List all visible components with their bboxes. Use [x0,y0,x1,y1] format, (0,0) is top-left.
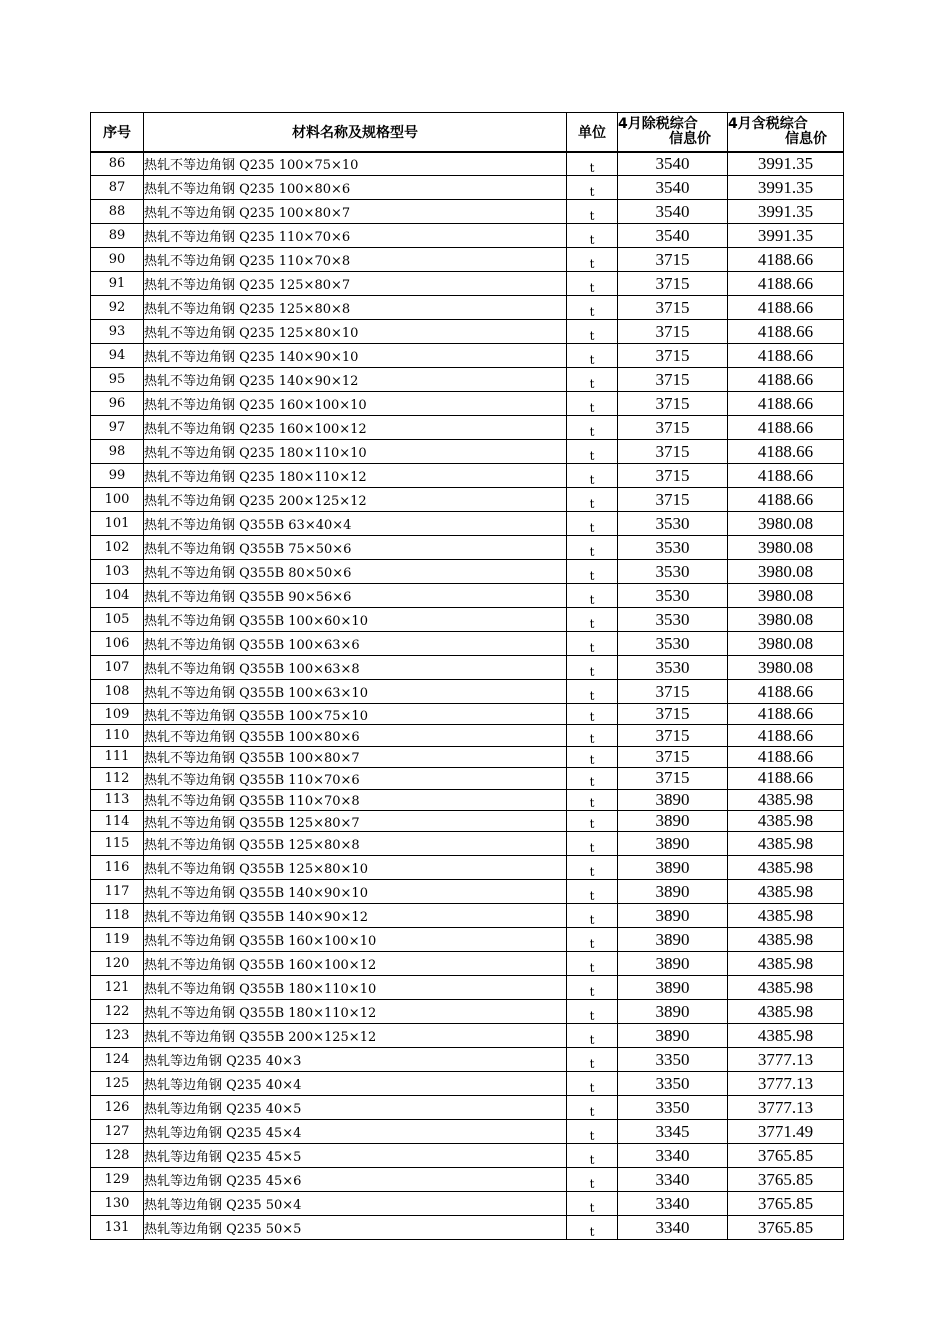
material-name: 热轧等边角钢 Q235 40×5 [144,1096,567,1120]
price-ex-tax-cell: 3350 [618,1048,728,1072]
unit-cell: t [567,1144,618,1168]
price-ex-tax-cell: 3890 [618,976,728,1000]
material-name: 热轧不等边角钢 Q355B 90×56×6 [144,584,567,608]
material-name: 热轧不等边角钢 Q355B 110×70×8 [144,789,567,810]
row-number: 118 [91,904,144,928]
unit-cell: t [567,928,618,952]
price-in-tax-cell: 4188.66 [728,488,844,512]
material-name: 热轧不等边角钢 Q355B 75×50×6 [144,536,567,560]
table-body [91,152,844,1240]
price-in-tax-cell: 4385.98 [728,832,844,856]
material-name: 热轧不等边角钢 Q355B 160×100×10 [144,928,567,952]
material-name: 热轧不等边角钢 Q235 110×70×8 [144,248,567,272]
unit-cell: t [567,392,618,416]
price-in-tax-cell: 4385.98 [728,880,844,904]
row-number: 116 [91,856,144,880]
row-number: 95 [91,368,144,392]
price-in-tax-cell: 3991.35 [728,200,844,224]
row-number: 122 [91,1000,144,1024]
unit-cell: t [567,1216,618,1240]
price-in-tax-cell: 3765.85 [728,1144,844,1168]
price-in-tax-cell: 4188.66 [728,725,844,746]
material-name: 热轧不等边角钢 Q355B 100×80×6 [144,725,567,746]
row-number: 102 [91,536,144,560]
unit-cell: t [567,536,618,560]
price-in-tax-cell: 4188.66 [728,416,844,440]
table-row [91,880,844,904]
price-ex-tax-cell: 3540 [618,152,728,176]
price-ex-tax-cell: 3540 [618,176,728,200]
row-number: 104 [91,584,144,608]
material-name: 热轧不等边角钢 Q355B 100×60×10 [144,608,567,632]
unit-cell: t [567,680,618,704]
row-number: 98 [91,440,144,464]
table-row [91,704,844,725]
table-row [91,725,844,746]
unit-cell: t [567,368,618,392]
table-row [91,512,844,536]
header-price-in-line1: 4月含税综合 [728,115,808,132]
material-name: 热轧不等边角钢 Q355B 63×40×4 [144,512,567,536]
material-name: 热轧不等边角钢 Q355B 140×90×12 [144,904,567,928]
table-row [91,976,844,1000]
price-in-tax-cell: 3980.08 [728,608,844,632]
material-name: 热轧等边角钢 Q235 45×4 [144,1120,567,1144]
price-ex-tax-cell: 3715 [618,725,728,746]
row-number: 88 [91,200,144,224]
unit-cell: t [567,704,618,725]
table-row [91,952,844,976]
row-number: 110 [91,725,144,746]
unit-cell: t [567,248,618,272]
row-number: 128 [91,1144,144,1168]
price-in-tax-cell: 3771.49 [728,1120,844,1144]
material-name: 热轧等边角钢 Q235 45×5 [144,1144,567,1168]
price-in-tax-cell: 4188.66 [728,768,844,789]
table-row [91,656,844,680]
table-row [91,248,844,272]
unit-cell: t [567,1024,618,1048]
row-number: 107 [91,656,144,680]
material-name: 热轧等边角钢 Q235 50×5 [144,1216,567,1240]
price-table [90,112,844,1240]
price-ex-tax-cell: 3340 [618,1168,728,1192]
price-ex-tax-cell: 3715 [618,344,728,368]
material-name: 热轧不等边角钢 Q235 160×100×10 [144,392,567,416]
row-number: 97 [91,416,144,440]
material-name: 热轧不等边角钢 Q235 125×80×7 [144,272,567,296]
price-ex-tax-cell: 3715 [618,440,728,464]
price-in-tax-cell: 3980.08 [728,584,844,608]
unit-cell: t [567,440,618,464]
table-row [91,1072,844,1096]
price-ex-tax-cell: 3890 [618,832,728,856]
price-ex-tax-cell: 3530 [618,560,728,584]
table-header [91,113,844,152]
unit-cell: t [567,272,618,296]
material-name: 热轧不等边角钢 Q235 100×75×10 [144,152,567,176]
price-in-tax-cell: 3777.13 [728,1048,844,1072]
table-row [91,1192,844,1216]
material-name: 热轧不等边角钢 Q235 200×125×12 [144,488,567,512]
unit-cell: t [567,976,618,1000]
price-ex-tax-cell: 3530 [618,608,728,632]
header-price-ex-line1: 4月除税综合 [618,115,698,132]
price-ex-tax-cell: 3890 [618,1024,728,1048]
material-name: 热轧不等边角钢 Q355B 110×70×6 [144,768,567,789]
row-number: 106 [91,632,144,656]
price-ex-tax-cell: 3715 [618,320,728,344]
price-in-tax-cell: 4188.66 [728,248,844,272]
price-in-tax-cell: 3777.13 [728,1072,844,1096]
price-in-tax-cell: 4188.66 [728,464,844,488]
row-number: 108 [91,680,144,704]
material-name: 热轧不等边角钢 Q235 140×90×10 [144,344,567,368]
material-name: 热轧不等边角钢 Q355B 125×80×10 [144,856,567,880]
row-number: 127 [91,1120,144,1144]
price-in-tax-cell: 3765.85 [728,1192,844,1216]
price-ex-tax-cell: 3715 [618,368,728,392]
unit-cell: t [567,725,618,746]
row-number: 103 [91,560,144,584]
unit-cell: t [567,1192,618,1216]
price-ex-tax-cell: 3540 [618,200,728,224]
table-row [91,584,844,608]
row-number: 99 [91,464,144,488]
table-row [91,1216,844,1240]
price-in-tax-cell: 4188.66 [728,344,844,368]
unit-cell: t [567,880,618,904]
material-name: 热轧不等边角钢 Q355B 180×110×12 [144,1000,567,1024]
price-ex-tax-cell: 3715 [618,248,728,272]
price-ex-tax-cell: 3350 [618,1072,728,1096]
row-number: 120 [91,952,144,976]
price-in-tax-cell: 4385.98 [728,789,844,810]
price-ex-tax-cell: 3890 [618,856,728,880]
header-row [91,113,844,152]
table-row [91,488,844,512]
price-in-tax-cell: 4385.98 [728,1000,844,1024]
price-in-tax-cell: 4188.66 [728,320,844,344]
header-name: 材料名称及规格型号 [144,113,567,152]
price-ex-tax-cell: 3890 [618,789,728,810]
unit-cell: t [567,952,618,976]
price-ex-tax-cell: 3715 [618,416,728,440]
material-name: 热轧不等边角钢 Q355B 180×110×10 [144,976,567,1000]
unit-cell: t [567,296,618,320]
row-number: 129 [91,1168,144,1192]
row-number: 126 [91,1096,144,1120]
row-number: 113 [91,789,144,810]
table-row [91,768,844,789]
price-in-tax-cell: 3991.35 [728,176,844,200]
table-row [91,344,844,368]
row-number: 123 [91,1024,144,1048]
price-in-tax-cell: 4188.66 [728,704,844,725]
price-ex-tax-cell: 3345 [618,1120,728,1144]
unit-cell: t [567,1072,618,1096]
material-name: 热轧不等边角钢 Q235 180×110×10 [144,440,567,464]
material-name: 热轧不等边角钢 Q235 160×100×12 [144,416,567,440]
price-in-tax-cell: 3980.08 [728,560,844,584]
material-name: 热轧不等边角钢 Q355B 125×80×8 [144,832,567,856]
table-row [91,200,844,224]
material-name: 热轧不等边角钢 Q235 100×80×7 [144,200,567,224]
unit-cell: t [567,656,618,680]
header-price-ex-line2: 信息价 [669,130,711,147]
material-name: 热轧不等边角钢 Q235 125×80×8 [144,296,567,320]
material-name: 热轧不等边角钢 Q235 140×90×12 [144,368,567,392]
row-number: 130 [91,1192,144,1216]
unit-cell: t [567,464,618,488]
table-row [91,416,844,440]
table-row [91,152,844,176]
unit-cell: t [567,200,618,224]
table-row [91,680,844,704]
row-number: 119 [91,928,144,952]
price-in-tax-cell: 4188.66 [728,272,844,296]
price-in-tax-cell: 4385.98 [728,810,844,831]
unit-cell: t [567,1000,618,1024]
unit-cell: t [567,1096,618,1120]
material-name: 热轧不等边角钢 Q355B 100×80×7 [144,746,567,767]
unit-cell: t [567,789,618,810]
price-ex-tax-cell: 3890 [618,880,728,904]
material-name: 热轧不等边角钢 Q355B 100×63×8 [144,656,567,680]
price-in-tax-cell: 4188.66 [728,368,844,392]
row-number: 114 [91,810,144,831]
row-number: 101 [91,512,144,536]
row-number: 109 [91,704,144,725]
row-number: 91 [91,272,144,296]
row-number: 100 [91,488,144,512]
price-ex-tax-cell: 3530 [618,632,728,656]
material-name: 热轧不等边角钢 Q355B 200×125×12 [144,1024,567,1048]
table-row [91,296,844,320]
material-name: 热轧等边角钢 Q235 45×6 [144,1168,567,1192]
price-ex-tax-cell: 3715 [618,488,728,512]
row-number: 124 [91,1048,144,1072]
price-ex-tax-cell: 3715 [618,768,728,789]
row-number: 90 [91,248,144,272]
price-ex-tax-cell: 3715 [618,392,728,416]
price-in-tax-cell: 3991.35 [728,152,844,176]
row-number: 131 [91,1216,144,1240]
table-row [91,1120,844,1144]
material-name: 热轧不等边角钢 Q235 180×110×12 [144,464,567,488]
row-number: 87 [91,176,144,200]
price-ex-tax-cell: 3530 [618,512,728,536]
price-in-tax-cell: 4188.66 [728,296,844,320]
price-in-tax-cell: 4188.66 [728,680,844,704]
price-ex-tax-cell: 3530 [618,536,728,560]
unit-cell: t [567,768,618,789]
table-row [91,789,844,810]
material-name: 热轧不等边角钢 Q355B 100×75×10 [144,704,567,725]
unit-cell: t [567,632,618,656]
unit-cell: t [567,1048,618,1072]
row-number: 86 [91,152,144,176]
unit-cell: t [567,416,618,440]
material-name: 热轧不等边角钢 Q355B 80×50×6 [144,560,567,584]
price-in-tax-cell: 3991.35 [728,224,844,248]
price-in-tax-cell: 4385.98 [728,976,844,1000]
row-number: 93 [91,320,144,344]
table-row [91,224,844,248]
material-name: 热轧不等边角钢 Q235 100×80×6 [144,176,567,200]
price-in-tax-cell: 3777.13 [728,1096,844,1120]
material-name: 热轧不等边角钢 Q235 125×80×10 [144,320,567,344]
price-ex-tax-cell: 3715 [618,464,728,488]
unit-cell: t [567,1168,618,1192]
price-ex-tax-cell: 3890 [618,904,728,928]
price-in-tax-cell: 4385.98 [728,1024,844,1048]
price-in-tax-cell: 4188.66 [728,440,844,464]
row-number: 111 [91,746,144,767]
table-row [91,810,844,831]
price-ex-tax-cell: 3715 [618,272,728,296]
header-price-ex-tax [618,113,728,152]
row-number: 115 [91,832,144,856]
price-ex-tax-cell: 3530 [618,584,728,608]
material-name: 热轧等边角钢 Q235 50×4 [144,1192,567,1216]
table-row [91,856,844,880]
material-name: 热轧等边角钢 Q235 40×3 [144,1048,567,1072]
row-number: 105 [91,608,144,632]
unit-cell: t [567,810,618,831]
row-number: 96 [91,392,144,416]
unit-cell: t [567,608,618,632]
price-ex-tax-cell: 3715 [618,746,728,767]
header-price-in-tax [728,113,844,152]
price-in-tax-cell: 3980.08 [728,536,844,560]
row-number: 89 [91,224,144,248]
table-row [91,904,844,928]
price-ex-tax-cell: 3340 [618,1144,728,1168]
price-in-tax-cell: 3980.08 [728,632,844,656]
row-number: 121 [91,976,144,1000]
price-in-tax-cell: 3980.08 [728,656,844,680]
material-name: 热轧不等边角钢 Q355B 100×63×10 [144,680,567,704]
row-number: 92 [91,296,144,320]
table-row [91,1096,844,1120]
price-in-tax-cell: 4188.66 [728,746,844,767]
price-ex-tax-cell: 3890 [618,1000,728,1024]
table-row [91,176,844,200]
unit-cell: t [567,856,618,880]
header-unit: 单位 [567,113,618,152]
price-in-tax-cell: 4385.98 [728,904,844,928]
table-row [91,928,844,952]
table-row [91,1024,844,1048]
price-ex-tax-cell: 3340 [618,1192,728,1216]
unit-cell: t [567,832,618,856]
price-in-tax-cell: 4188.66 [728,392,844,416]
row-number: 117 [91,880,144,904]
price-ex-tax-cell: 3715 [618,680,728,704]
price-ex-tax-cell: 3715 [618,296,728,320]
row-number: 125 [91,1072,144,1096]
material-name: 热轧等边角钢 Q235 40×4 [144,1072,567,1096]
price-in-tax-cell: 4385.98 [728,856,844,880]
material-name: 热轧不等边角钢 Q355B 160×100×12 [144,952,567,976]
unit-cell: t [567,152,618,176]
price-ex-tax-cell: 3540 [618,224,728,248]
material-name: 热轧不等边角钢 Q355B 140×90×10 [144,880,567,904]
material-name: 热轧不等边角钢 Q355B 100×63×6 [144,632,567,656]
unit-cell: t [567,1120,618,1144]
table-row [91,1000,844,1024]
header-no: 序号 [91,113,144,152]
unit-cell: t [567,344,618,368]
unit-cell: t [567,904,618,928]
table-row [91,1144,844,1168]
price-in-tax-cell: 3765.85 [728,1168,844,1192]
price-ex-tax-cell: 3890 [618,952,728,976]
table-row [91,272,844,296]
material-name: 热轧不等边角钢 Q235 110×70×6 [144,224,567,248]
price-ex-tax-cell: 3715 [618,704,728,725]
price-in-tax-cell: 4385.98 [728,928,844,952]
price-in-tax-cell: 3980.08 [728,512,844,536]
unit-cell: t [567,584,618,608]
table-row [91,560,844,584]
table-row [91,368,844,392]
price-in-tax-cell: 3765.85 [728,1216,844,1240]
table-row [91,1048,844,1072]
table-row [91,320,844,344]
table-row [91,632,844,656]
unit-cell: t [567,560,618,584]
table-row [91,832,844,856]
table-row [91,746,844,767]
table-row [91,464,844,488]
unit-cell: t [567,512,618,536]
price-ex-tax-cell: 3890 [618,810,728,831]
unit-cell: t [567,488,618,512]
price-ex-tax-cell: 3350 [618,1096,728,1120]
header-price-in-line2: 信息价 [785,130,827,147]
price-ex-tax-cell: 3890 [618,928,728,952]
material-name: 热轧不等边角钢 Q355B 125×80×7 [144,810,567,831]
row-number: 112 [91,768,144,789]
unit-cell: t [567,224,618,248]
table-row [91,392,844,416]
price-in-tax-cell: 4385.98 [728,952,844,976]
table-row [91,440,844,464]
row-number: 94 [91,344,144,368]
price-ex-tax-cell: 3340 [618,1216,728,1240]
unit-cell: t [567,320,618,344]
unit-cell: t [567,176,618,200]
table-row [91,536,844,560]
table-row [91,1168,844,1192]
unit-cell: t [567,746,618,767]
price-ex-tax-cell: 3530 [618,656,728,680]
table-row [91,608,844,632]
